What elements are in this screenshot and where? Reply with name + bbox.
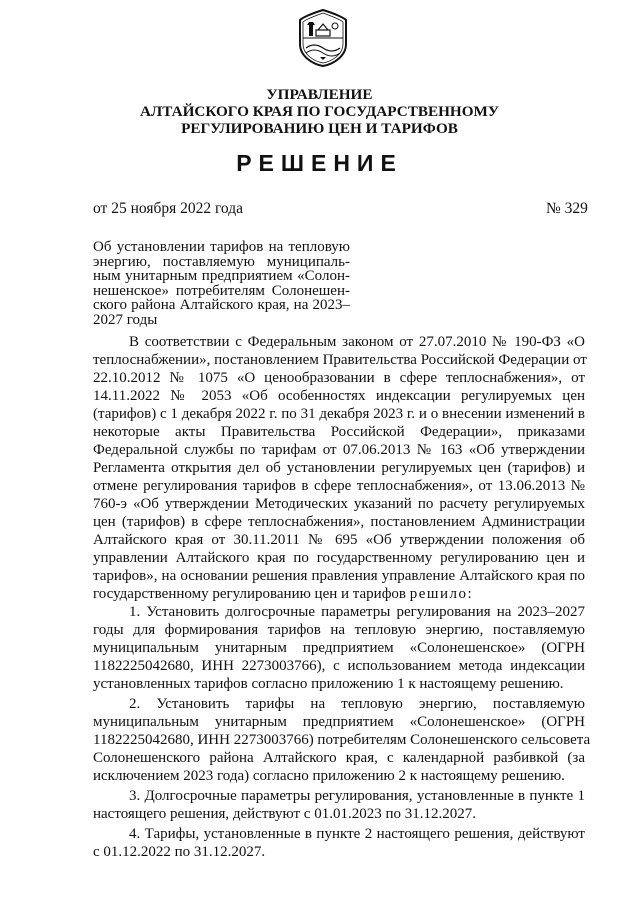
body-line: 3. Долгосрочные параметры регулирования, установленные в пункте 1: [129, 788, 585, 804]
body-line: исключением 2023 года) согласно приложению 2 к настоящему решению.: [93, 768, 565, 784]
body-line: с 01.12.2022 по 31.12.2027.: [93, 844, 266, 860]
org-name-line-1: УПРАВЛЕНИЕ: [266, 86, 373, 103]
body-line: 4. Тарифы, установленные в пункте 2 настоящего решения, действуют: [129, 826, 585, 842]
body-line: 22.10.2012 № 1075 «О ценообразовании в сфере теплоснабжения», от: [93, 370, 585, 386]
altai-krai-coat-of-arms-icon: [296, 8, 350, 68]
body-line: цен (тарифов) в сфере теплоснабжения», постановлением Администрации: [93, 514, 585, 530]
body-line: отмене регулирования тарифов в сфере теплоснабжения», от 13.06.2013 №: [93, 478, 585, 494]
body-line: В соответствии с Федеральным законом от 27.07.2010 № 190-ФЗ «О: [129, 334, 585, 350]
org-name-line-3: РЕГУЛИРОВАНИЮ ЦЕН И ТАРИФОВ: [181, 120, 458, 137]
body-line-text: государственному регулированию цен и тарифов: [93, 586, 410, 602]
body-line: муниципальным унитарным предприятием «Солонешенское» (ОГРН: [93, 714, 585, 730]
body-line: (тарифов) с 1 декабря 2022 г. по 31 декабря 2023 г. и о внесении изменений в: [93, 406, 585, 422]
clause-2: [93, 695, 591, 785]
body-line: 1. Установить долгосрочные параметры регулирования на 2023–2027: [129, 604, 585, 620]
clause-4: [93, 825, 585, 861]
body-line: установленных тарифов согласно приложению 1 к настоящему решению.: [93, 676, 564, 692]
body-line: 2. Установить тарифы на тепловую энергию, поставляемую: [129, 696, 585, 712]
body-line: муниципальным унитарным предприятием «Солонешенское» (ОГРН: [93, 640, 585, 656]
subject-line: 2027 годы: [93, 311, 158, 328]
body-line: 14.11.2022 № 2053 «Об особенностях индексации регулируемых цен: [93, 388, 585, 404]
document-type-title: РЕШЕНИЕ: [236, 150, 403, 176]
body-text: [93, 333, 591, 861]
body-line: 1182225042680, ИНН 2273003766) потребителям Солонешенского сельсовета: [93, 732, 591, 748]
body-line: 1182225042680, ИНН 2273003766), с использованием метода индексации: [93, 658, 585, 674]
body-line: управлении Алтайского края по государственному регулированию цен и: [93, 550, 585, 566]
clause-1: [93, 603, 585, 693]
subject-line: нешенское» потребителям Солонешен-: [93, 282, 350, 299]
body-line: 760-э «Об утверждении Методических указаний по расчету регулируемых: [93, 496, 585, 512]
document-date: от 25 ноября 2022 года: [93, 200, 244, 217]
body-line: годы для формирования тарифов на тепловую энергию, поставляемую: [93, 622, 585, 638]
org-name-line-2: АЛТАЙСКОГО КРАЯ ПО ГОСУДАРСТВЕННОМУ: [139, 103, 500, 120]
body-line: теплоснабжении», постановлением Правительства Российской Федерации от: [93, 352, 587, 368]
body-line: Федеральной службы по тарифам от 07.06.2013 № 163 «Об утверждении: [93, 442, 585, 458]
body-line: тарифов», на основании решения правления управление Алтайского края по: [93, 568, 585, 584]
preamble-paragraph: [93, 333, 585, 603]
body-line: Солонешенского района Алтайского края, с календарной разбивкой (за: [93, 750, 585, 766]
subject-line: ского района Алтайского края, на 2023–: [93, 297, 350, 314]
body-line: Алтайского края от 30.11.2011 № 695 «Об утверждении положения об: [93, 532, 585, 548]
resolution-keyword: решило:: [409, 586, 474, 602]
document-number: № 329: [546, 200, 588, 217]
body-line: [93, 585, 585, 603]
clause-3: [93, 787, 585, 823]
subject-line: ным унитарным предприятием «Солон-: [93, 268, 350, 285]
body-line: настоящего решения, действуют с 01.01.2023 по 31.12.2027.: [93, 806, 476, 822]
subject-block: [93, 240, 350, 328]
body-line: Регламента открытия дел об установлении регулируемых цен (тарифов) и: [93, 460, 585, 476]
body-line: некоторые акты Правительства Российской Федерации», приказами: [93, 424, 585, 440]
subject-line: Об установлении тарифов на тепловую: [93, 239, 350, 255]
subject-line: энергию, поставляемую муниципаль-: [93, 253, 350, 270]
